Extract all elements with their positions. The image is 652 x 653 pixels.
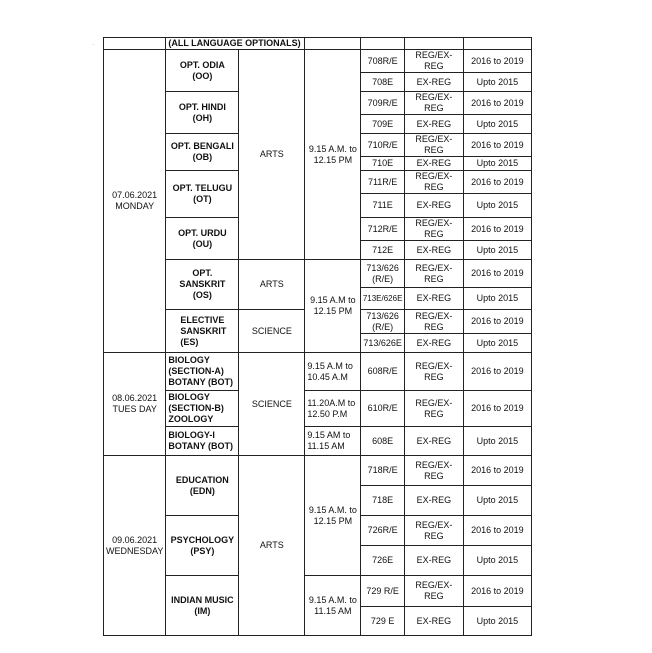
year-range: 2016 to 2019 xyxy=(463,310,531,334)
candidate-type: EX-REG xyxy=(404,427,463,456)
blank-cell xyxy=(305,38,361,50)
subject-name: OPT. SANSKRIT xyxy=(179,268,226,289)
paper-code: 709R/E xyxy=(361,92,405,115)
subject-name: OPT. ODIA xyxy=(179,59,225,70)
subject-code: (OS) xyxy=(192,290,212,300)
exam-weekday: WEDNESDAY xyxy=(106,545,164,556)
paper-code: 712R/E xyxy=(361,218,405,241)
candidate-type: EX-REG xyxy=(404,486,463,516)
section-header: (ALL LANGUAGE OPTIONALS) xyxy=(166,38,305,50)
candidate-type: REG/EX-REG xyxy=(404,260,463,288)
table-row xyxy=(104,50,532,73)
time-cell: 9.15 A.M to 12.15 PM xyxy=(305,260,361,353)
blank-cell xyxy=(463,38,531,50)
year-range: Upto 2015 xyxy=(463,427,531,456)
candidate-type: REG/EX-REG xyxy=(404,50,463,73)
paper-code: 708E xyxy=(361,73,405,92)
subject-name: PSYCHOLOGY xyxy=(170,534,235,545)
paper-code: 729 E xyxy=(361,607,405,636)
stream-cell: ARTS xyxy=(239,456,305,636)
year-range: 2016 to 2019 xyxy=(463,134,531,157)
paper-code: 608R/E xyxy=(361,353,405,391)
paper-code: 713/626 (R/E) xyxy=(361,310,405,334)
subject-name: OPT. URDU xyxy=(178,227,227,238)
year-range: 2016 to 2019 xyxy=(463,353,531,391)
year-range: 2016 to 2019 xyxy=(463,576,531,607)
paper-code: 713E/626E xyxy=(361,288,405,310)
year-range: 2016 to 2019 xyxy=(463,516,531,546)
subject-cell xyxy=(166,50,239,92)
paper-code: 712E xyxy=(361,241,405,260)
year-range: Upto 2015 xyxy=(463,115,531,134)
candidate-type: REG/EX-REG xyxy=(404,391,463,427)
year-range: Upto 2015 xyxy=(463,194,531,218)
year-range: Upto 2015 xyxy=(463,486,531,516)
subject-code: (IM) xyxy=(194,605,211,616)
exam-date: 07.06.2021 xyxy=(112,190,158,200)
candidate-type: REG/EX-REG xyxy=(404,456,463,486)
subject-cell xyxy=(166,456,239,516)
time-cell: 9.15 AM to 11.15 AM xyxy=(305,427,361,456)
table-row xyxy=(104,353,532,391)
table-row xyxy=(104,427,532,456)
year-range: 2016 to 2019 xyxy=(463,171,531,194)
date-cell xyxy=(104,50,166,353)
candidate-type: REG/EX-REG xyxy=(404,516,463,546)
candidate-type: REG/EX-REG xyxy=(404,218,463,241)
stream-cell: ARTS xyxy=(239,50,305,260)
subject-code: (OT) xyxy=(193,194,212,204)
subject-cell xyxy=(166,171,239,218)
candidate-type: REG/EX-REG xyxy=(404,134,463,157)
table-row xyxy=(104,456,532,486)
subject-name: OPT. TELUGU xyxy=(172,183,233,193)
candidate-type: EX-REG xyxy=(404,607,463,636)
table-row xyxy=(104,576,532,607)
subject-cell: BIOLOGY (SECTION-A) BOTANY (BOT) xyxy=(166,353,239,391)
year-range: 2016 to 2019 xyxy=(463,50,531,73)
stream-cell: SCIENCE xyxy=(239,310,305,353)
date-cell xyxy=(104,456,166,636)
subject-cell: BIOLOGY (SECTION-B) ZOOLOGY xyxy=(166,391,239,427)
year-range: Upto 2015 xyxy=(463,607,531,636)
candidate-type: EX-REG xyxy=(404,157,463,171)
paper-code: 610R/E xyxy=(361,391,405,427)
candidate-type: EX-REG xyxy=(404,334,463,353)
year-range: Upto 2015 xyxy=(463,241,531,260)
subject-code: (OU) xyxy=(192,238,213,249)
candidate-type: EX-REG xyxy=(404,241,463,260)
subject-cell xyxy=(166,218,239,260)
candidate-type: EX-REG xyxy=(404,288,463,310)
subject-code: (OH) xyxy=(192,112,213,123)
paper-code: 729 R/E xyxy=(361,576,405,607)
candidate-type: REG/EX-REG xyxy=(404,92,463,115)
candidate-type: REG/EX-REG xyxy=(404,576,463,607)
table-row xyxy=(104,260,532,288)
year-range: Upto 2015 xyxy=(463,288,531,310)
paper-code: 726R/E xyxy=(361,516,405,546)
paper-code: 718R/E xyxy=(361,456,405,486)
exam-schedule-table xyxy=(103,37,532,636)
stream-cell: SCIENCE xyxy=(239,353,305,456)
candidate-type: REG/EX-REG xyxy=(404,353,463,391)
time-cell: 9.15 A.M. to 11.15 AM xyxy=(305,576,361,636)
year-range: 2016 to 2019 xyxy=(463,391,531,427)
year-range: 2016 to 2019 xyxy=(463,218,531,241)
paper-code: 710E xyxy=(361,157,405,171)
table-row xyxy=(104,391,532,427)
paper-code: 713/626E xyxy=(361,334,405,353)
table-row xyxy=(104,38,532,50)
subject-code: (PSY) xyxy=(190,545,215,556)
candidate-type: EX-REG xyxy=(404,194,463,218)
candidate-type: REG/EX-REG xyxy=(404,310,463,334)
subject-code: (OO) xyxy=(192,70,213,81)
subject-name: ELECTIVE SANSKRIT xyxy=(180,314,227,336)
exam-weekday: MONDAY xyxy=(115,201,155,211)
blank-cell xyxy=(404,38,463,50)
subject-cell xyxy=(166,576,239,636)
date-cell xyxy=(104,353,166,456)
year-range: Upto 2015 xyxy=(463,73,531,92)
paper-code: 710R/E xyxy=(361,134,405,157)
blank-cell xyxy=(104,38,166,50)
paper-code: 711R/E xyxy=(361,171,405,194)
candidate-type: EX-REG xyxy=(404,73,463,92)
subject-cell xyxy=(166,134,239,171)
exam-date: 09.06.2021 xyxy=(112,534,158,545)
year-range: 2016 to 2019 xyxy=(463,456,531,486)
subject-cell: BIOLOGY-I BOTANY (BOT) xyxy=(166,427,239,456)
subject-name: INDIAN MUSIC xyxy=(171,594,234,605)
stream-cell: ARTS xyxy=(239,260,305,310)
paper-code: 708R/E xyxy=(361,50,405,73)
paper-code: 709E xyxy=(361,115,405,134)
subject-cell xyxy=(166,310,239,353)
paper-code: 713/626 (R/E) xyxy=(361,260,405,288)
year-range: Upto 2015 xyxy=(463,157,531,171)
paper-code: 726E xyxy=(361,546,405,576)
subject-cell xyxy=(166,92,239,134)
subject-cell xyxy=(166,516,239,576)
subject-code: (OB) xyxy=(192,152,213,162)
time-cell: 9.15 A.M. to 12.15 PM xyxy=(305,50,361,260)
year-range: 2016 to 2019 xyxy=(463,260,531,288)
time-cell: 9.15 A.M to 10.45 A.M xyxy=(305,353,361,391)
year-range: 2016 to 2019 xyxy=(463,92,531,115)
scan-mark: · xyxy=(92,40,95,49)
paper-code: 718E xyxy=(361,486,405,516)
year-range: Upto 2015 xyxy=(463,546,531,576)
subject-name: EDUCATION xyxy=(175,474,229,485)
candidate-type: EX-REG xyxy=(404,546,463,576)
paper-code: 711E xyxy=(361,194,405,218)
exam-weekday: TUES DAY xyxy=(112,404,157,414)
subject-cell xyxy=(166,260,239,310)
subject-name: OPT. BENGALI xyxy=(170,141,234,151)
subject-name: OPT. HINDI xyxy=(178,101,226,112)
candidate-type: EX-REG xyxy=(404,115,463,134)
exam-date: 08.06.2021 xyxy=(112,393,158,403)
time-cell: 9.15 A.M. to 12.15 PM xyxy=(305,456,361,576)
year-range: Upto 2015 xyxy=(463,334,531,353)
time-cell: 11.20A.M to 12.50 P.M xyxy=(305,391,361,427)
subject-code: (ES) xyxy=(180,336,199,347)
candidate-type: REG/EX-REG xyxy=(404,171,463,194)
blank-cell xyxy=(361,38,405,50)
paper-code: 608E xyxy=(361,427,405,456)
subject-code: (EDN) xyxy=(189,485,215,496)
